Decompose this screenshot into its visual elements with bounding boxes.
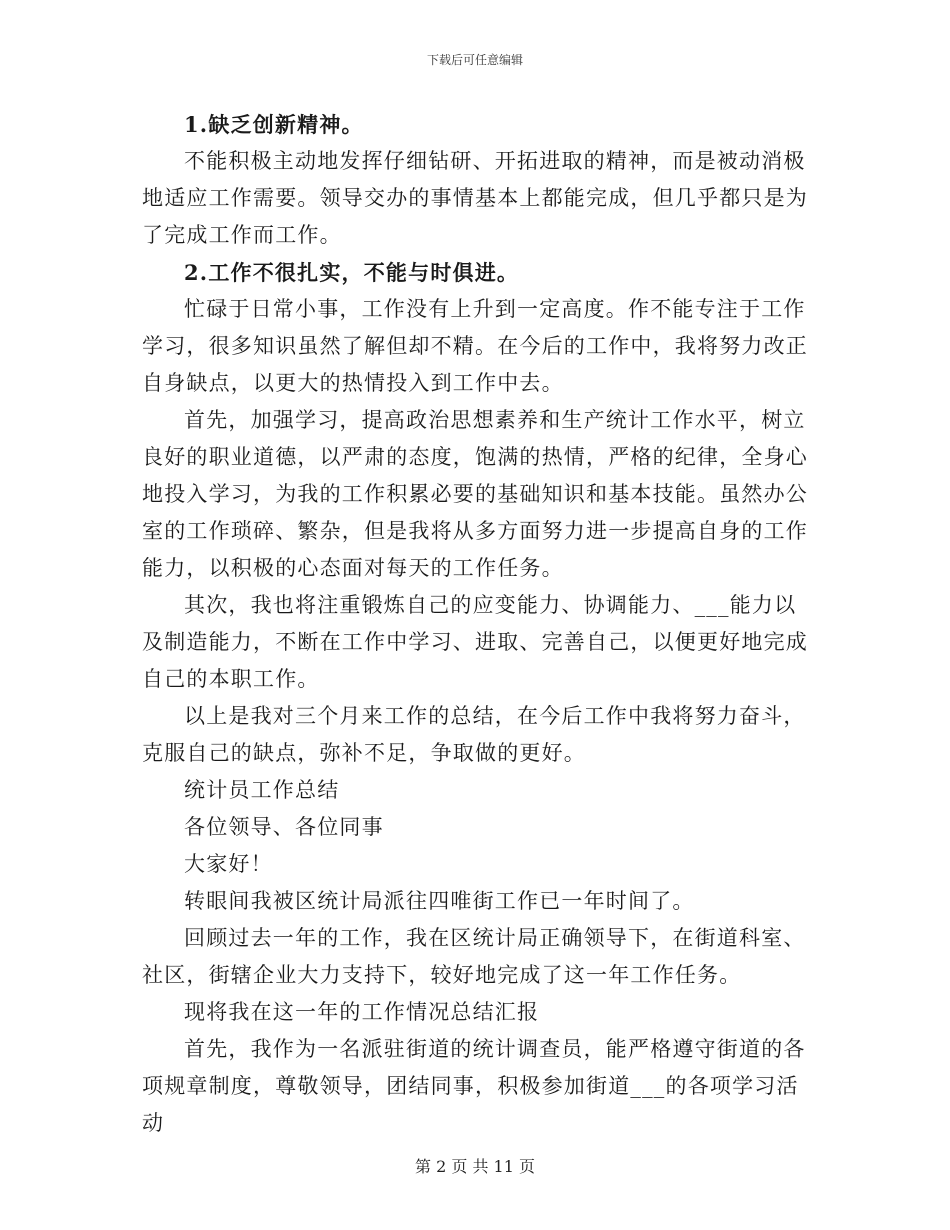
paragraph: 首先，加强学习，提高政治思想素养和生产统计工作水平，树立良好的职业道德，以严肃的态度，饱满的热情，严格的纪律，全身心地投入学习，为我的工作积累必要的基础知识和基本技能。虽然办公室的工作琐碎、繁杂，但是我将从多方面努力进一步提高自身的工作能力，以积极的心态面对每天的工作任务。	[142, 408, 808, 580]
paragraph: 首先，我作为一名派驻街道的统计调查员，能严格遵守街道的各项规章制度，尊敬领导，团结同事，积极参加街道___的各项学习活动	[142, 1037, 806, 1135]
section-heading-2: 2.工作不很扎实，不能与时俱进。	[184, 260, 520, 285]
paragraph: 回顾过去一年的工作，我在区统计局正确领导下，在街道科室、社区，街辖企业大力支持下，较好地完成了这一年工作任务。	[142, 926, 806, 987]
paragraph: 不能积极主动地发挥仔细钻研、开拓进取的精神，而是被动消极地适应工作需要。领导交办的事情基本上都能完成，但几乎都只是为了完成工作而工作。	[142, 149, 808, 247]
document-body	[142, 106, 812, 1142]
paragraph: 现将我在这一年的工作情况总结汇报	[184, 1000, 540, 1024]
page-header-note: 下载后可任意编辑	[426, 53, 523, 67]
section-heading-1: 1.缺乏创新精神。	[184, 112, 364, 137]
paragraph: 转眼间我被区统计局派往四唯街工作已一年时间了。	[184, 889, 695, 913]
document-title: 统计员工作总结	[184, 778, 340, 802]
paragraph: 其次，我也将注重锻炼自己的应变能力、协调能力、___能力以及制造能力，不断在工作中学习、进取、完善自己，以便更好地完成自己的本职工作。	[142, 593, 808, 691]
paragraph: 以上是我对三个月来工作的总结，在今后工作中我将努力奋斗，克服自己的缺点，弥补不足，争取做的更好。	[142, 704, 806, 765]
paragraph: 忙碌于日常小事，工作没有上升到一定高度。作不能专注于工作学习，很多知识虽然了解但却不精。在今后的工作中，我将努力改正自身缺点，以更大的热情投入到工作中去。	[142, 297, 808, 395]
salutation: 各位领导、各位同事	[184, 815, 384, 839]
greeting: 大家好！	[184, 852, 273, 876]
page-number: 第 2 页 共 11 页	[415, 1157, 535, 1176]
